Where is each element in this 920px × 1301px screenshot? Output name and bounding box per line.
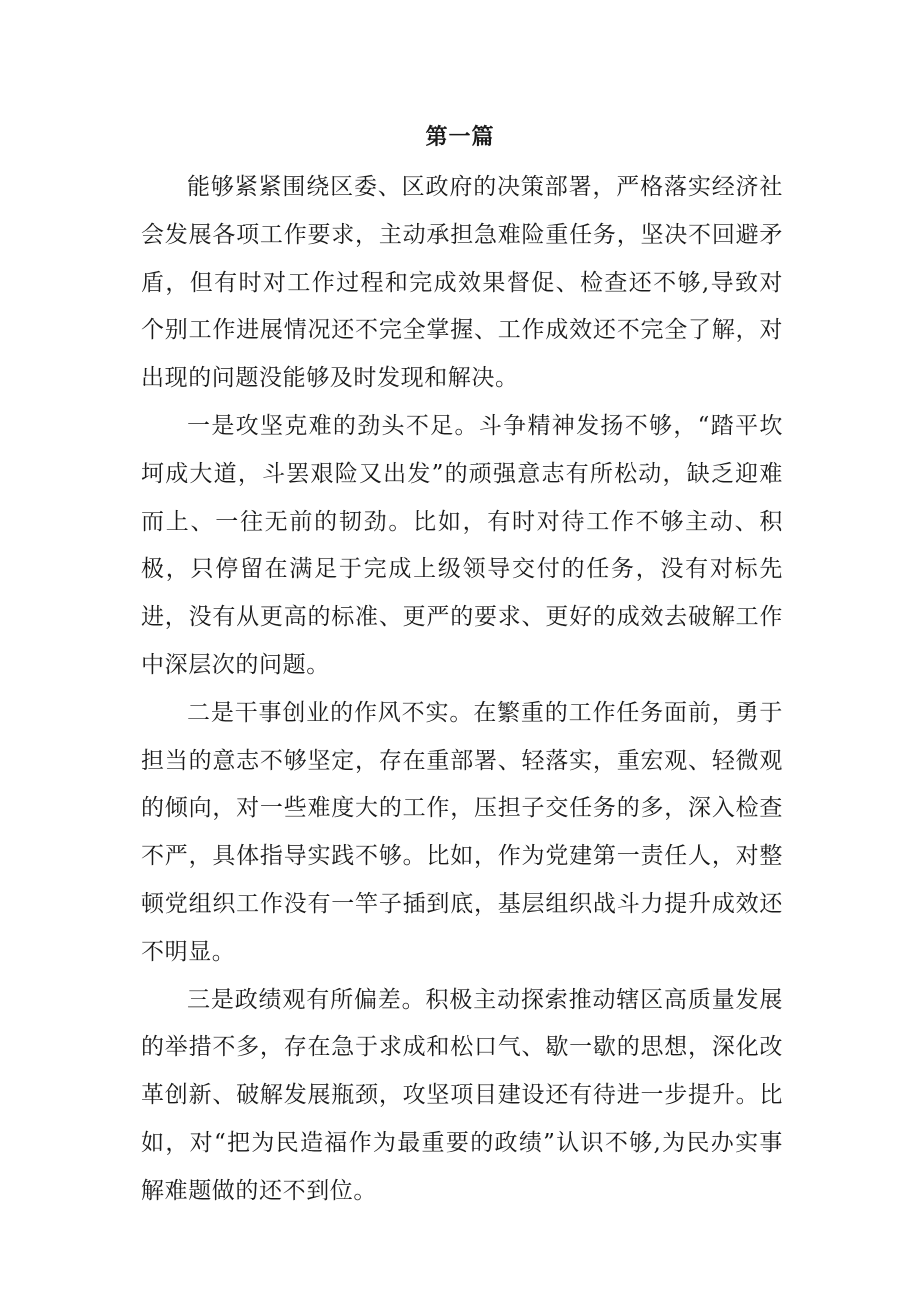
paragraph-point-one: 一是攻坚克难的劲头不足。斗争精神发扬不够，“踏平坎坷成大道，斗罢艰险又出发”的顽强意志有所松动，缺乏迎难而上、一往无前的韧劲。比如，有时对待工作不够主动、积极，只停留在满足于完成上级领导交付的任务，没有对标先进，没有从更高的标准、更严的要求、更好的成效去破解工作中深层次的问题。 bbox=[141, 412, 783, 678]
paragraph-intro: 能够紧紧围绕区委、区政府的决策部署，严格落实经济社会发展各项工作要求，主动承担急难险重任务，坚决不回避矛盾，但有时对工作过程和完成效果督促、检查还不够,导致对个别工作进展情况还不完全掌握、工作成效还不完全了解，对出现的问题没能够及时发现和解决。 bbox=[141, 174, 783, 392]
document-body bbox=[141, 164, 783, 1216]
document-title: 第一篇 bbox=[425, 125, 495, 150]
paragraph-point-three: 三是政绩观有所偏差。积极主动探索推动辖区高质量发展的举措不多，存在急于求成和松口气、歇一歇的思想，深化改革创新、破解发展瓶颈，攻坚项目建设还有待进一步提升。比如，对“把为民造福作为最重要的政绩”认识不够,为民办实事解难题做的还不到位。 bbox=[141, 986, 783, 1204]
paragraph-point-two: 二是干事创业的作风不实。在繁重的工作任务面前，勇于担当的意志不够坚定，存在重部署、轻落实，重宏观、轻微观的倾向，对一些难度大的工作，压担子交任务的多，深入检查不严，具体指导实践不够。比如，作为党建第一责任人，对整顿党组织工作没有一竿子插到底，基层组织战斗力提升成效还不明显。 bbox=[141, 699, 783, 965]
